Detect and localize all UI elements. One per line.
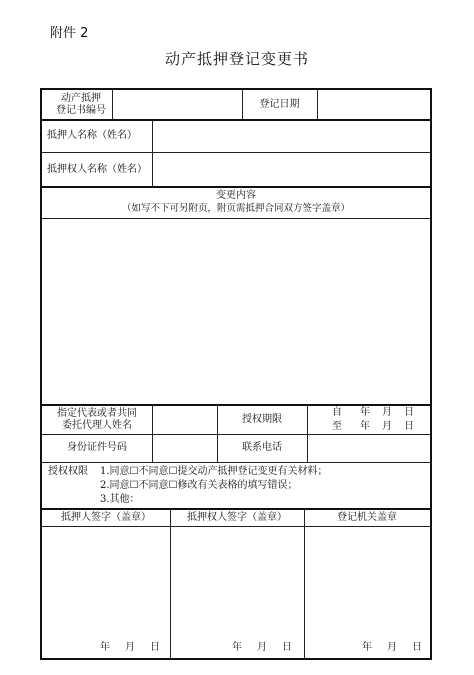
sig-authority-area[interactable] <box>308 530 426 630</box>
reg-no-label <box>52 93 110 117</box>
divider <box>317 90 318 119</box>
mortgagee-label: 抵押权人名称（姓名） <box>47 164 147 175</box>
divider <box>170 508 171 658</box>
row-divider <box>42 404 430 406</box>
from-label: 自 <box>332 407 342 418</box>
auth-item-1: 1.同意☐不同意☐提交动产抵押登记变更有关材料； <box>100 466 328 477</box>
auth-period-label: 授权期限 <box>242 414 282 425</box>
to-year: 年 <box>360 421 370 432</box>
to-label: 至 <box>332 421 342 432</box>
row-divider <box>42 462 430 463</box>
sig-mortgagee-area[interactable] <box>174 530 300 630</box>
reg-no-label-line1: 动产抵押 <box>61 93 101 104</box>
from-month: 月 <box>382 407 392 418</box>
sig2-year: 年 <box>232 642 242 653</box>
sig1-month: 月 <box>125 642 135 653</box>
reg-no-label-line2: 登记书编号 <box>56 105 106 116</box>
from-day: 日 <box>404 407 414 418</box>
change-content-note: （如写不下可另附页，附页需抵押合同双方签字盖章） <box>121 203 350 214</box>
agent-label-line1: 指定代表或者共同 <box>57 408 137 419</box>
divider <box>304 508 305 658</box>
form-frame <box>40 88 432 660</box>
sig1-day: 日 <box>150 642 160 653</box>
divider <box>307 404 308 462</box>
from-year: 年 <box>360 407 370 418</box>
sig3-day: 日 <box>412 642 422 653</box>
row-divider <box>42 508 430 510</box>
phone-field[interactable] <box>312 438 424 458</box>
agent-name-field[interactable] <box>156 408 216 430</box>
divider <box>152 434 153 462</box>
reg-date-label: 登记日期 <box>259 99 300 110</box>
row-divider <box>42 152 430 153</box>
mortgagee-field[interactable] <box>158 156 423 182</box>
auth-item-2: 2.同意☐不同意☐修改有关表格的填写错误； <box>100 480 298 491</box>
row-divider <box>42 186 430 188</box>
agent-label-line2: 委托代理人姓名 <box>62 420 132 431</box>
row-divider <box>42 526 430 527</box>
sig-mortgagee-label: 抵押权人签字（盖章） <box>187 512 287 523</box>
reg-date-field[interactable] <box>322 93 427 115</box>
sig1-year: 年 <box>100 642 110 653</box>
row-divider <box>42 434 430 435</box>
row-divider <box>42 218 430 219</box>
id-number-field[interactable] <box>156 438 216 458</box>
phone-label: 联系电话 <box>242 442 282 453</box>
mortgagor-field[interactable] <box>158 124 423 148</box>
agent-label <box>42 408 152 432</box>
sig2-month: 月 <box>257 642 267 653</box>
auth-item-3: 3.其他： <box>100 494 140 505</box>
form-title: 动产抵押登记变更书 <box>164 50 309 68</box>
sig2-day: 日 <box>282 642 292 653</box>
divider <box>112 90 113 119</box>
auth-scope-label: 授权权限 <box>48 466 88 477</box>
change-content-title: 变更内容 <box>216 190 256 201</box>
to-month: 月 <box>382 421 392 432</box>
to-day: 日 <box>404 421 414 432</box>
reg-no-field[interactable] <box>118 93 238 115</box>
sig3-month: 月 <box>387 642 397 653</box>
sig-mortgagor-label: 抵押人签字（盖章） <box>61 512 151 523</box>
sig-mortgagor-area[interactable] <box>46 530 166 630</box>
attachment-label: 附件 2 <box>50 26 89 41</box>
sig-authority-label: 登记机关盖章 <box>337 512 397 523</box>
divider <box>152 404 153 434</box>
id-number-label: 身份证件号码 <box>67 442 127 453</box>
divider <box>152 152 153 186</box>
sig3-year: 年 <box>362 642 372 653</box>
row-divider <box>42 119 430 121</box>
divider <box>152 120 153 152</box>
change-content-area[interactable] <box>48 224 424 398</box>
mortgagor-label: 抵押人名称（姓名） <box>47 130 137 141</box>
